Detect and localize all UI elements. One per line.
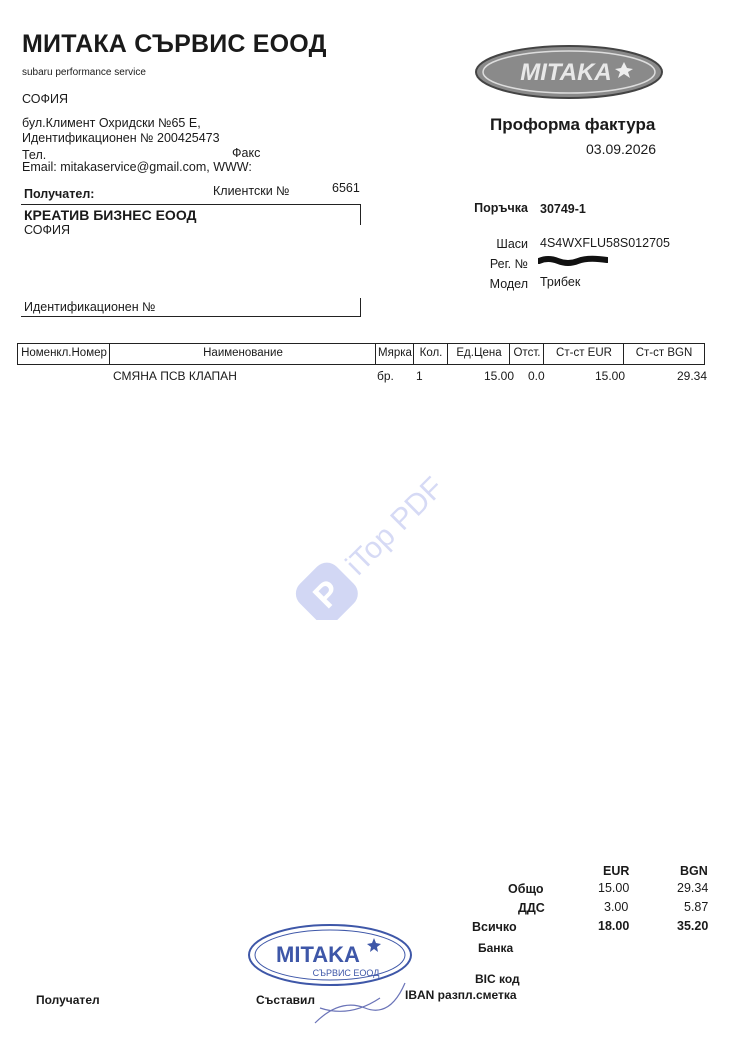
bic-label: BIC код [475, 972, 520, 986]
totals-bgn-header: BGN [680, 864, 708, 878]
total-net-label: Общо [508, 882, 544, 896]
document-title: Проформа фактура [490, 115, 656, 134]
svg-text:P: P [306, 572, 350, 616]
col-discount: Отст. [509, 344, 544, 364]
col-code: Номенкл.Номер [17, 344, 110, 364]
recipient-id-label: Идентификационен № [24, 300, 156, 314]
company-tel-label: Тел. [22, 148, 47, 162]
company-id: Идентификационен № 200425473 [22, 131, 220, 145]
redacted-reg-number [538, 254, 608, 268]
watermark-text: iTop PDF [339, 471, 451, 582]
col-name: Наименование [109, 344, 376, 364]
document-date: 03.09.2026 [586, 141, 657, 157]
col-eur: Ст-ст EUR [543, 344, 624, 364]
col-bgn: Ст-ст BGN [623, 344, 705, 364]
stamp-line1: MITAKA [276, 942, 360, 967]
row-bgn: 29.34 [677, 369, 708, 383]
total-net-bgn: 29.34 [677, 881, 709, 895]
row-eur: 15.00 [595, 369, 626, 383]
col-qty: Кол. [413, 344, 448, 364]
company-logo [474, 44, 664, 100]
col-price: Ед.Цена [447, 344, 510, 364]
client-number-label: Клиентски № [213, 184, 290, 198]
itop-pdf-watermark [282, 440, 482, 620]
reg-label: Рег. № [489, 257, 528, 271]
recipient-label: Получател: [24, 187, 95, 201]
logo-text: MITAKA [520, 59, 612, 86]
totals-eur-header: EUR [603, 864, 630, 878]
issuer-signature-label: Съставил [256, 993, 316, 1007]
recipient-signature-label: Получател [36, 993, 100, 1007]
chassis-number: 4S4WXFLU58S012705 [540, 236, 670, 250]
client-number: 6561 [332, 181, 360, 195]
signature [310, 978, 410, 1028]
order-number: 30749-1 [540, 202, 586, 216]
vat-eur: 3.00 [604, 900, 629, 914]
vat-bgn: 5.87 [684, 900, 709, 914]
order-label: Поръчка [474, 201, 528, 215]
grand-total-label: Всичко [472, 920, 517, 934]
total-net-eur: 15.00 [598, 881, 630, 895]
model-label: Модел [489, 277, 528, 291]
company-tagline: subaru performance service [22, 67, 146, 78]
recipient-city: СОФИЯ [24, 223, 70, 237]
vat-label: ДДС [518, 901, 545, 915]
company-address: бул.Климент Охридски №65 Е, [22, 116, 201, 130]
grand-total-eur: 18.00 [598, 919, 630, 933]
iban-label: IBAN разпл.сметка [405, 988, 517, 1002]
recipient-name: КРЕАТИВ БИЗНЕС ЕООД [24, 207, 197, 223]
model-value: Трибек [540, 275, 581, 289]
stamp-line2: СЪРВИС ЕООД [312, 968, 380, 978]
company-city: СОФИЯ [22, 92, 68, 106]
grand-total-bgn: 35.20 [677, 919, 709, 933]
row-name: СМЯНА ПСВ КЛАПАН [113, 369, 237, 383]
company-fax-label: Факс [232, 146, 261, 160]
company-email: Email: mitakaservice@gmail.com, WWW: [22, 160, 252, 174]
company-name: МИТАКА СЪРВИС ЕООД [22, 30, 327, 58]
chassis-label: Шаси [496, 237, 528, 251]
row-unit: бр. [377, 369, 394, 383]
row-price: 15.00 [484, 369, 515, 383]
items-table-header [17, 343, 705, 365]
row-discount: 0.0 [528, 369, 545, 383]
row-qty: 1 [416, 369, 423, 383]
col-unit: Мярка [375, 344, 414, 364]
bank-label: Банка [478, 941, 514, 955]
